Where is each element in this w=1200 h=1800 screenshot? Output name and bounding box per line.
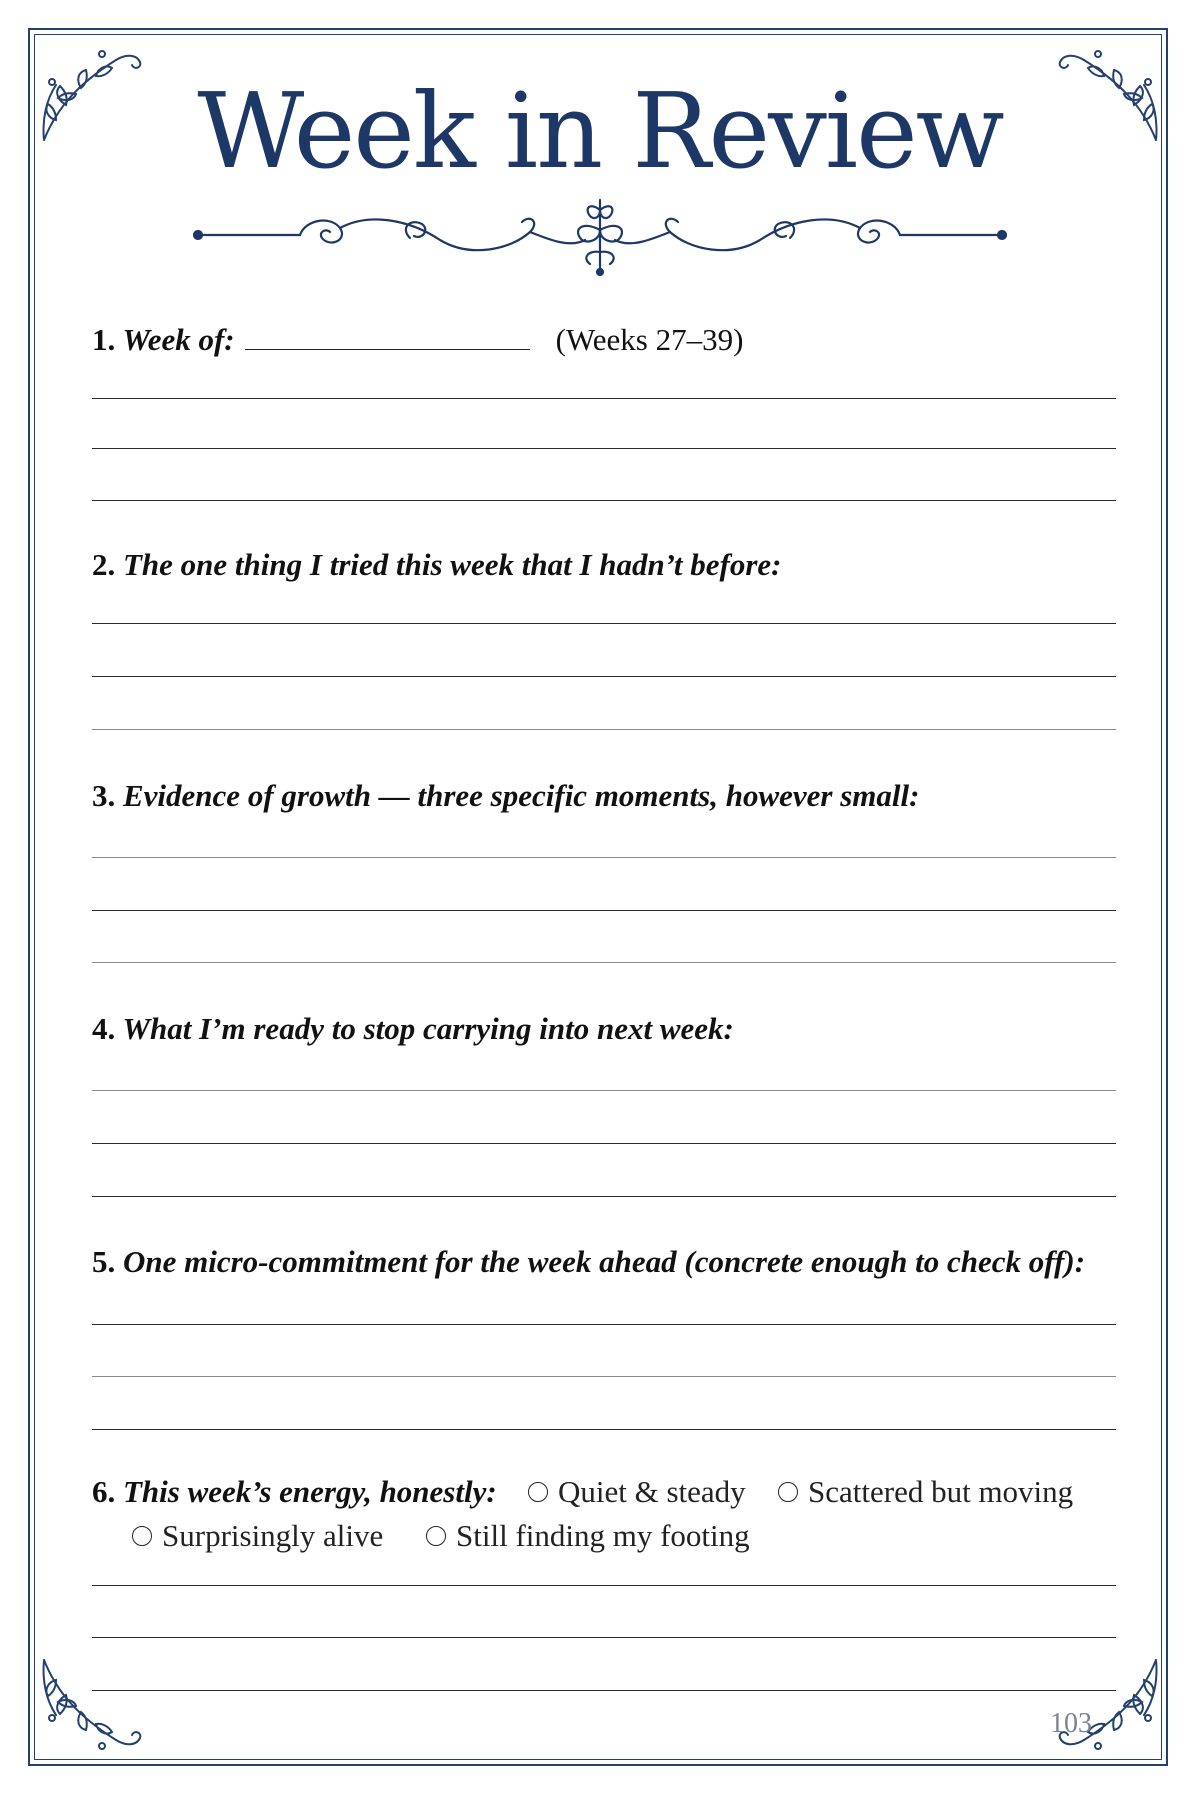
question-label: Evidence of growth — three specific moments, however small: (123, 778, 920, 813)
week-of-field[interactable] (245, 323, 530, 350)
writing-line[interactable] (92, 1376, 1116, 1377)
writing-line[interactable] (92, 729, 1116, 730)
floral-corner-icon (1054, 1650, 1164, 1760)
writing-line[interactable] (92, 623, 1116, 624)
question-4 (92, 1011, 734, 1047)
question-1 (92, 322, 743, 358)
empty-circle-icon[interactable] (528, 1482, 548, 1502)
energy-option-label: Quiet & steady (558, 1474, 746, 1509)
writing-line[interactable] (92, 962, 1116, 963)
question-number: 6. (92, 1474, 116, 1509)
question-number: 2. (92, 547, 116, 582)
writing-line[interactable] (92, 1090, 1116, 1091)
writing-line[interactable] (92, 910, 1116, 911)
writing-line[interactable] (92, 1690, 1116, 1691)
question-6 (92, 1474, 497, 1510)
question-label: This week’s energy, honestly: (123, 1474, 497, 1509)
energy-option-label: Surprisingly alive (162, 1518, 384, 1553)
question-2 (92, 547, 782, 583)
writing-line[interactable] (92, 857, 1116, 858)
empty-circle-icon[interactable] (426, 1526, 446, 1546)
writing-line[interactable] (92, 398, 1116, 399)
question-label: The one thing I tried this week that I hadn’t before: (123, 547, 782, 582)
question-number: 5. (92, 1244, 116, 1279)
energy-option-scattered-moving[interactable] (778, 1474, 1073, 1510)
writing-line[interactable] (92, 1637, 1116, 1638)
question-3 (92, 778, 919, 814)
question-number: 1. (92, 322, 116, 357)
writing-line[interactable] (92, 676, 1116, 677)
flourish-divider-icon (190, 190, 1010, 280)
energy-option-label: Scattered but moving (808, 1474, 1074, 1509)
page-title: Week in Review (197, 70, 1003, 192)
energy-option-quiet-steady[interactable] (528, 1474, 746, 1510)
floral-corner-icon (36, 1650, 146, 1760)
energy-option-label: Still finding my footing (456, 1518, 750, 1553)
writing-line[interactable] (92, 1429, 1116, 1430)
writing-line[interactable] (92, 1324, 1116, 1325)
weeks-range-note: (Weeks 27–39) (555, 322, 744, 357)
empty-circle-icon[interactable] (132, 1526, 152, 1546)
writing-line[interactable] (92, 448, 1116, 449)
writing-line[interactable] (92, 1196, 1116, 1197)
question-number: 3. (92, 778, 116, 813)
question-label: One micro-commitment for the week ahead (concrete enough to check off): (123, 1244, 1086, 1279)
writing-line[interactable] (92, 1585, 1116, 1586)
question-label: What I’m ready to stop carrying into next week: (122, 1011, 734, 1046)
question-label: Week of: (122, 322, 235, 357)
energy-option-surprisingly-alive[interactable] (132, 1518, 383, 1554)
page-number: 103 (1050, 1708, 1092, 1739)
question-number: 4. (92, 1011, 116, 1046)
writing-line[interactable] (92, 1143, 1116, 1144)
empty-circle-icon[interactable] (778, 1482, 798, 1502)
question-5 (92, 1244, 1085, 1280)
writing-line[interactable] (92, 500, 1116, 501)
energy-option-still-finding-footing[interactable] (426, 1518, 750, 1554)
